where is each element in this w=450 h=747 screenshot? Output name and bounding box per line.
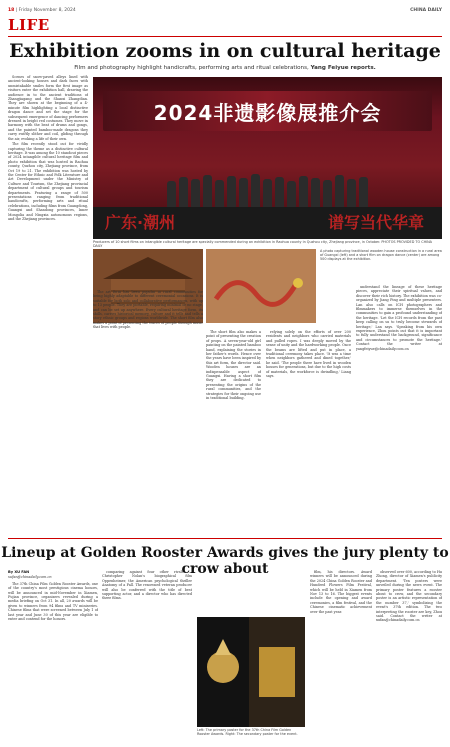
byline-email: xufan@chinadaily.com.cn bbox=[8, 575, 52, 580]
page-info: 18 | Friday November 8, 2024 bbox=[8, 8, 76, 13]
deck-byline: Yang Feiyue reports. bbox=[310, 65, 376, 71]
a2-col3-text: film, his directors. Award winners will be announced during the 2024 China Golden Rooster and Hundred Flowers Film Festival, which will be held in Xiamen from Nov 13 to 16. The biggest events include the opening and award ceremonies, a film festival, and the Chinese cinematic achievement over the past year. bbox=[310, 570, 372, 614]
people-silhouettes bbox=[113, 171, 422, 207]
brand: CHINA DAILY bbox=[410, 8, 442, 13]
main-photo-caption bbox=[93, 240, 442, 248]
article2-col3 bbox=[310, 570, 372, 740]
deck-text: Film and photography highlight handicrafts, performing arts and ritual celebrations, bbox=[74, 65, 309, 71]
section-divider bbox=[8, 36, 442, 37]
article1-col5 bbox=[266, 330, 351, 535]
a2-col1-text: The 37th China Film Golden Rooster Awards, one of the country's most prestigious cinema honors, will be announced in mid-November in Xiamen, Fujian province, organizers revealed during a media briefing on Oct 31. In all, 20 awards will be given to winners from 94 films and TV miniseries. Chinese films that were screened between July 1 of last year and June 30 of this year are eligible to enter and contend for the honors. bbox=[8, 581, 98, 622]
a2-col4-text: observed over 600, according to Hu Zhong, director of Xiamen's publicity department. 'Ten posters were unveiled during the news event. The primary poster features a rooster about to crow, and the secondary poster is an artistic representation of the number 37,' symbolizing the event's 37th edition. The two interpreting the rooster are key, Zhou said. Contact the writer at xufan@chinadaily.com.cn bbox=[376, 570, 442, 623]
photo-credit: PHOTOS PROVIDED TO CHINA DAILY bbox=[93, 240, 432, 249]
byline: By XU FAN bbox=[8, 570, 30, 574]
article1-col4 bbox=[206, 330, 261, 535]
dragon-dance-photo bbox=[206, 249, 316, 323]
caption-text: Producers of 10 short films on intangible cultural heritage are specially commended during an exhibition in Raohua county in Quzhou city, Zhejiang province, in October. bbox=[93, 240, 381, 244]
secondary-caption: A photo capturing traditional wooden house construction in a rural area of Guangxi (left) and a short film on dragon dance (center) are among 500 displays at the exhibition. bbox=[320, 249, 442, 262]
article1-col1 bbox=[8, 75, 88, 535]
col5-text: relying solely on the efforts of over 200 residents and neighbors who carried materials and pulled ropes. I was deeply moved by the sense of unity and the hardworking people. Once the beams are lifted and put in place, a traditional ceremony takes place. 'It was a time when neighbors gathered and dined together,' he said. 'The people there have lived in wooden houses for generations, but due to the high costs of materials, the workforce is dwindling,' Liang says. bbox=[266, 330, 351, 379]
rooster-poster-graphic bbox=[197, 617, 249, 727]
floor-text-left: 广东·潮州 bbox=[105, 213, 176, 232]
deck bbox=[0, 65, 450, 71]
col6-text: understand the lineage of these heritage pieces, appreciate their spiritual values, and discover their rich history. The exhibition was co-organized by Jiang Ping and multiple presenters. Lan also calls on ICH photographers and filmmakers to immerse themselves in the communities to gain a profound understanding of the heritage. 'Let the ICH records from the past keep calling on us to truly become stewards of heritage,' Lan says. 'Speaking from his own experience, Zhou points out that it is important to fully understand the background, significance and circumstances to promote the heritage.' Contact the writer at yangfeiyue@chinadaily.com.cn bbox=[356, 285, 442, 351]
col3-text: The art form has been popular in rural communities for being highly adaptable to different ceremonial occasions. It is suitable for both solo and collaborative performances, with up to 13 people. They are portable, requiring minimal or no stage, and can be set up anywhere. Every cultural heritage form, its skills, carries historical memory, culture and it tells and tells a story ethnic groups and regions worldwide. The short film also makes a point of presenting the traces of people through music that lives with people. bbox=[93, 290, 203, 330]
article1-col6 bbox=[356, 285, 442, 535]
section-title: LIFE bbox=[8, 16, 50, 34]
a2-col2-text: comparing against four other rivals — Christopher Nolan's biographical film Oppenheimer, the American psychological thriller Anatomy of a Fall. The renowned veteran producer will also be conferred with the title of best supporting actor, and a director who has directed three films. bbox=[102, 570, 192, 601]
headline-2: Lineup at Golden Rooster Awards gives the jury plenty to crow about bbox=[1, 545, 449, 577]
number-poster-graphic bbox=[249, 617, 305, 727]
article1-col3 bbox=[93, 290, 203, 535]
poster-primary bbox=[197, 617, 249, 727]
col1-text: Scenes of snow-paved alleys lined with ancient-looking houses and dark faces with unmistakable smiles form the first image as visitors enter the exhibition hall, drawing the audience in to the ancient traditions of Zhangjiagang and the Shanxi Zhangdian. They are shown at the beginning of a 4-minute film highlighting a local distinctive dragon dance and set the stage for the subsequent emergence of dancing performers dressed in bright red costumes. They move in harmony with the beat of drums and gongs, and the painted bamboo-made dragons they carry swiftly slither and coil, gliding through the air, evoking a life of their own. bbox=[8, 75, 88, 141]
article2-col1 bbox=[8, 570, 98, 740]
page-number: 18 bbox=[8, 8, 15, 13]
stage-title: 2024非遗影像展推介会 bbox=[153, 101, 382, 125]
col2-text: The film recently stood out for vividly capturing the theme as a distinctive cultural heritage. It was among the 10 standout pieces of 2024 intangible cultural heritage film and photo exhibition that was hosted in Raohua county, Quzhou city, Zhejiang province, from Oct 19 to 21. The exhibition was hosted by the Center for Ethnic and Folk Literature and Art Development under the Ministry of Culture and Tourism, the Zhejiang provincial department of cultural groups and tourism departments. Featuring a range of 500 presentations ranging from traditional handicrafts, performing arts and ritual celebrations, including films from Guangdong, Guangxi and Shandong provinces, Inner Mongolia and Ningxia autonomous regions, and the Zhejiang provinces. bbox=[8, 142, 88, 221]
dragon-dance-graphic bbox=[206, 249, 316, 323]
col4-text: The short film also makes a point of presenting the creation of props. A seven-year-old girl painting on the painted bamboo hand, explaining the stories in her father's words. Hence over the years have been inspired by this art form, the director said. Wooden houses are an indispensable aspect of Guangxi. Having a short film they are dedicated to presenting the origins of the rural communities, and the strategies for their ongoing use in traditional building. bbox=[206, 330, 261, 401]
article-divider bbox=[8, 538, 442, 539]
poster-caption: Left: The primary poster for the 37th China Film Golden Rooster Awards. Right: The secondary poster for the event. bbox=[197, 728, 298, 737]
main-photo bbox=[93, 77, 442, 239]
article2-col4 bbox=[376, 570, 442, 740]
top-bar bbox=[8, 6, 442, 15]
floor-text-right: 谱写当代华章 bbox=[327, 213, 424, 232]
headline: Exhibition zooms in on cultural heritage bbox=[9, 40, 441, 62]
page-date: Friday November 8, 2024 bbox=[18, 8, 76, 13]
poster-secondary bbox=[249, 617, 305, 727]
article2-col2 bbox=[102, 570, 192, 740]
